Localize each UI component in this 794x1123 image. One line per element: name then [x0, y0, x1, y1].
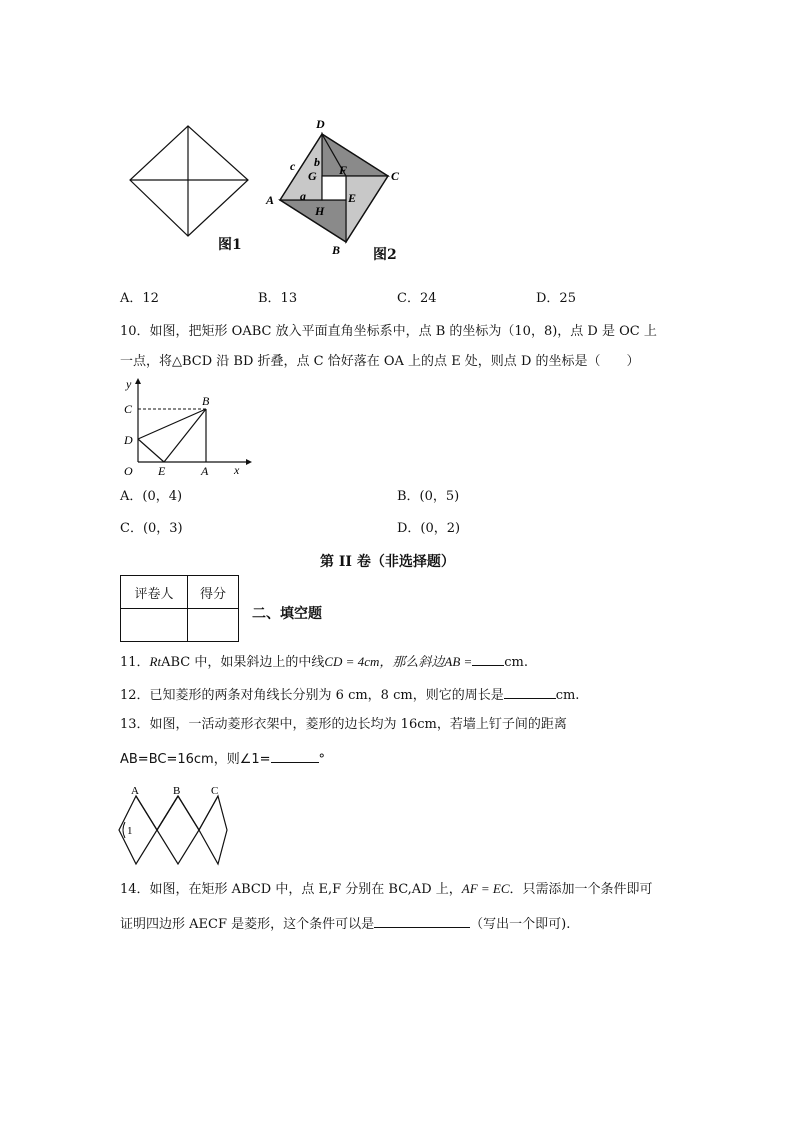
point-label-D: D	[316, 117, 325, 131]
point-label-G: G	[308, 169, 317, 183]
q10-option-b: B．(0，5)	[397, 489, 460, 504]
q11-eq: CD = 4cm，那么斜边	[324, 654, 445, 669]
q12-text	[120, 686, 579, 702]
q11-mid: ABC 中，如果斜边上的中线	[161, 655, 325, 670]
point-label-H: H	[315, 204, 325, 218]
hanger-label-C: C	[211, 785, 219, 797]
grader-header: 评卷人	[121, 576, 188, 609]
section-title: 第 II 卷（非选择题）	[320, 554, 455, 570]
point-label-F: F	[339, 163, 348, 177]
q13-question: AB=BC=16cm，则∠1=	[120, 752, 271, 767]
q14-question-end: ．只需添加一个条件即可	[509, 882, 653, 897]
q11-number: 11．	[120, 655, 150, 670]
q11-rt: Rt	[149, 654, 162, 669]
q14-condition-prompt: 证明四边形 AECF 是菱形，这个条件可以是	[120, 917, 375, 932]
q9-option-a: A．12	[120, 291, 159, 306]
graph-label-C: C	[124, 402, 133, 416]
q10-option-c: C．(0，3)	[120, 521, 183, 536]
q11-text	[120, 653, 528, 669]
axis-label-x: x	[234, 463, 240, 476]
grader-cell	[121, 609, 188, 642]
angle-label-1: 1	[127, 825, 133, 837]
q12-answer-blank[interactable]	[504, 686, 556, 699]
score-table	[120, 575, 239, 642]
figure-2-label: 图2	[373, 247, 397, 263]
q9-option-d: D．25	[536, 291, 576, 306]
side-label-c: c	[290, 159, 296, 173]
score-header: 得分	[188, 576, 239, 609]
score-cell	[188, 609, 239, 642]
q14-text-line-1	[120, 882, 653, 896]
point-label-C: C	[391, 169, 400, 183]
graph-label-O: O	[124, 464, 133, 476]
q14-question-start: 14．如图，在矩形 ABCD 中，点 E,F 分别在 BC,AD 上，	[120, 882, 462, 897]
q11-unit: cm	[504, 655, 524, 670]
hanger-label-B: B	[173, 785, 181, 797]
point-label-E: E	[348, 191, 357, 205]
graph-label-B: B	[202, 394, 210, 408]
q9-option-c: C．24	[397, 291, 437, 306]
graph-label-D: D	[124, 433, 133, 447]
q9-option-b: B．13	[258, 291, 298, 306]
q10-text-line-2: 一点，将△BCD 沿 BD 折叠，点 C 恰好落在 OA 上的点 E 处，则点 D 的坐标是（ ）	[120, 354, 640, 369]
q10-option-a: A．(0，4)	[120, 489, 183, 504]
point-label-A: A	[266, 193, 275, 207]
graph-label-E: E	[158, 464, 166, 476]
side-label-b: b	[314, 155, 320, 169]
q14-answer-blank[interactable]	[374, 915, 470, 928]
q10-text-line-1: 10．如图，把矩形 OABC 放入平面直角坐标系中，点 B 的坐标为（10，8)，点 D 是 OC 上	[120, 324, 657, 339]
q13-degree: °	[318, 752, 326, 767]
q11-answer-blank[interactable]	[472, 653, 504, 666]
q11-ab: AB =	[444, 654, 473, 669]
q13-text-line-1: 13．如图，一活动菱形衣架中，菱形的边长均为 16cm，若墙上钉子间的距离	[120, 717, 567, 732]
point-label-B: B	[332, 243, 341, 257]
q12-unit: cm.	[555, 688, 580, 703]
figure-1-label: 图1	[218, 237, 242, 253]
side-label-a: a	[300, 189, 306, 203]
q14-equation: AF = EC	[461, 881, 510, 896]
q14-text-line-2	[120, 915, 570, 931]
graph-label-A: A	[201, 464, 209, 476]
axis-label-y: y	[126, 377, 132, 391]
q12-question: 12．已知菱形的两条对角线长分别为 6 cm，8 cm，则它的周长是	[120, 688, 504, 703]
q11-end: .	[523, 655, 529, 670]
q14-hint: （写出一个即可).	[470, 917, 571, 932]
hanger-label-A: A	[131, 785, 139, 797]
q13-answer-blank[interactable]	[271, 750, 319, 763]
q10-option-d: D．(0，2)	[397, 521, 461, 536]
q10-coordinate-graph	[118, 376, 253, 476]
q13-rhombus-hanger-figure	[116, 784, 236, 866]
q13-text-line-2	[120, 750, 325, 766]
q9-figure-2	[260, 112, 410, 262]
part-title: 二、填空题	[252, 606, 322, 622]
